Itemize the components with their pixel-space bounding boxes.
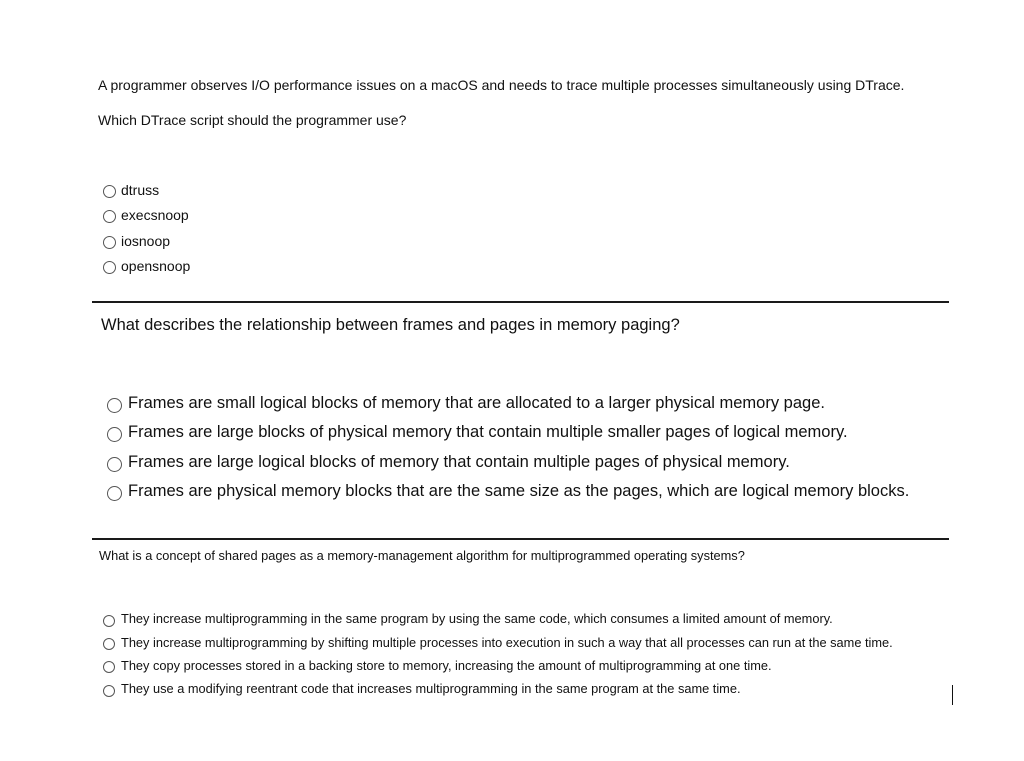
radio-button[interactable]: [107, 486, 122, 501]
radio-button[interactable]: [103, 261, 116, 274]
question-2-option-a[interactable]: [107, 389, 909, 418]
question-3-stem: What is a concept of shared pages as a memory-management algorithm for multiprogrammed operating systems?: [99, 548, 745, 563]
question-2-stem: What describes the relationship between frames and pages in memory paging?: [101, 316, 680, 334]
question-3-option-c[interactable]: [103, 654, 893, 677]
question-1-option-c[interactable]: [103, 228, 190, 254]
radio-button[interactable]: [103, 638, 115, 650]
question-3-option-a[interactable]: [103, 607, 893, 630]
option-label: Frames are physical memory blocks that are the same size as the pages, which are logical memory blocks.: [128, 482, 910, 501]
option-label: They increase multiprogramming by shifting multiple processes into execution in such a way that all processes can run at the same time.: [121, 634, 893, 650]
question-3-options: [103, 607, 893, 701]
option-label: opensnoop: [121, 258, 191, 275]
question-1-option-b[interactable]: [103, 203, 190, 229]
radio-button[interactable]: [103, 615, 115, 627]
question-1-options: [103, 177, 190, 279]
radio-button[interactable]: [103, 685, 115, 697]
option-label: dtruss: [121, 181, 160, 198]
radio-button[interactable]: [103, 185, 116, 198]
option-label: Frames are large logical blocks of memory that contain multiple pages of physical memory.: [128, 452, 790, 471]
question-2-option-b[interactable]: [107, 418, 909, 447]
radio-button[interactable]: [107, 398, 122, 413]
option-label: They increase multiprogramming in the same program by using the same code, which consumes a limited amount of memory.: [121, 611, 833, 627]
option-label: execsnoop: [121, 207, 189, 224]
question-3-option-d[interactable]: [103, 677, 893, 700]
option-label: They copy processes stored in a backing store to memory, increasing the amount of multiprogramming at one time.: [121, 657, 772, 673]
option-label: Frames are large blocks of physical memory that contain multiple smaller pages of logical memory.: [128, 423, 848, 442]
question-1-stem: A programmer observes I/O performance issues on a macOS and needs to trace multiple processes simultaneously using DTrace.: [98, 77, 905, 93]
question-2-option-c[interactable]: [107, 448, 909, 477]
radio-button[interactable]: [103, 236, 116, 249]
section-divider-2: [92, 538, 949, 540]
question-1-prompt: Which DTrace script should the programmer use?: [98, 112, 407, 128]
radio-button[interactable]: [103, 661, 115, 673]
question-3-option-b[interactable]: [103, 630, 893, 653]
text-cursor: [952, 685, 953, 705]
question-1-option-a[interactable]: [103, 177, 190, 203]
radio-button[interactable]: [107, 457, 122, 472]
radio-button[interactable]: [103, 210, 116, 223]
question-1-option-d[interactable]: [103, 254, 190, 280]
question-2-option-d[interactable]: [107, 477, 909, 506]
option-label: iosnoop: [121, 232, 171, 249]
option-label: Frames are small logical blocks of memory that are allocated to a larger physical memory page.: [128, 394, 825, 413]
option-label: They use a modifying reentrant code that increases multiprogramming in the same program at the same time.: [121, 681, 741, 697]
radio-button[interactable]: [107, 427, 122, 442]
question-2-options: [107, 389, 909, 506]
section-divider-1: [92, 301, 949, 303]
